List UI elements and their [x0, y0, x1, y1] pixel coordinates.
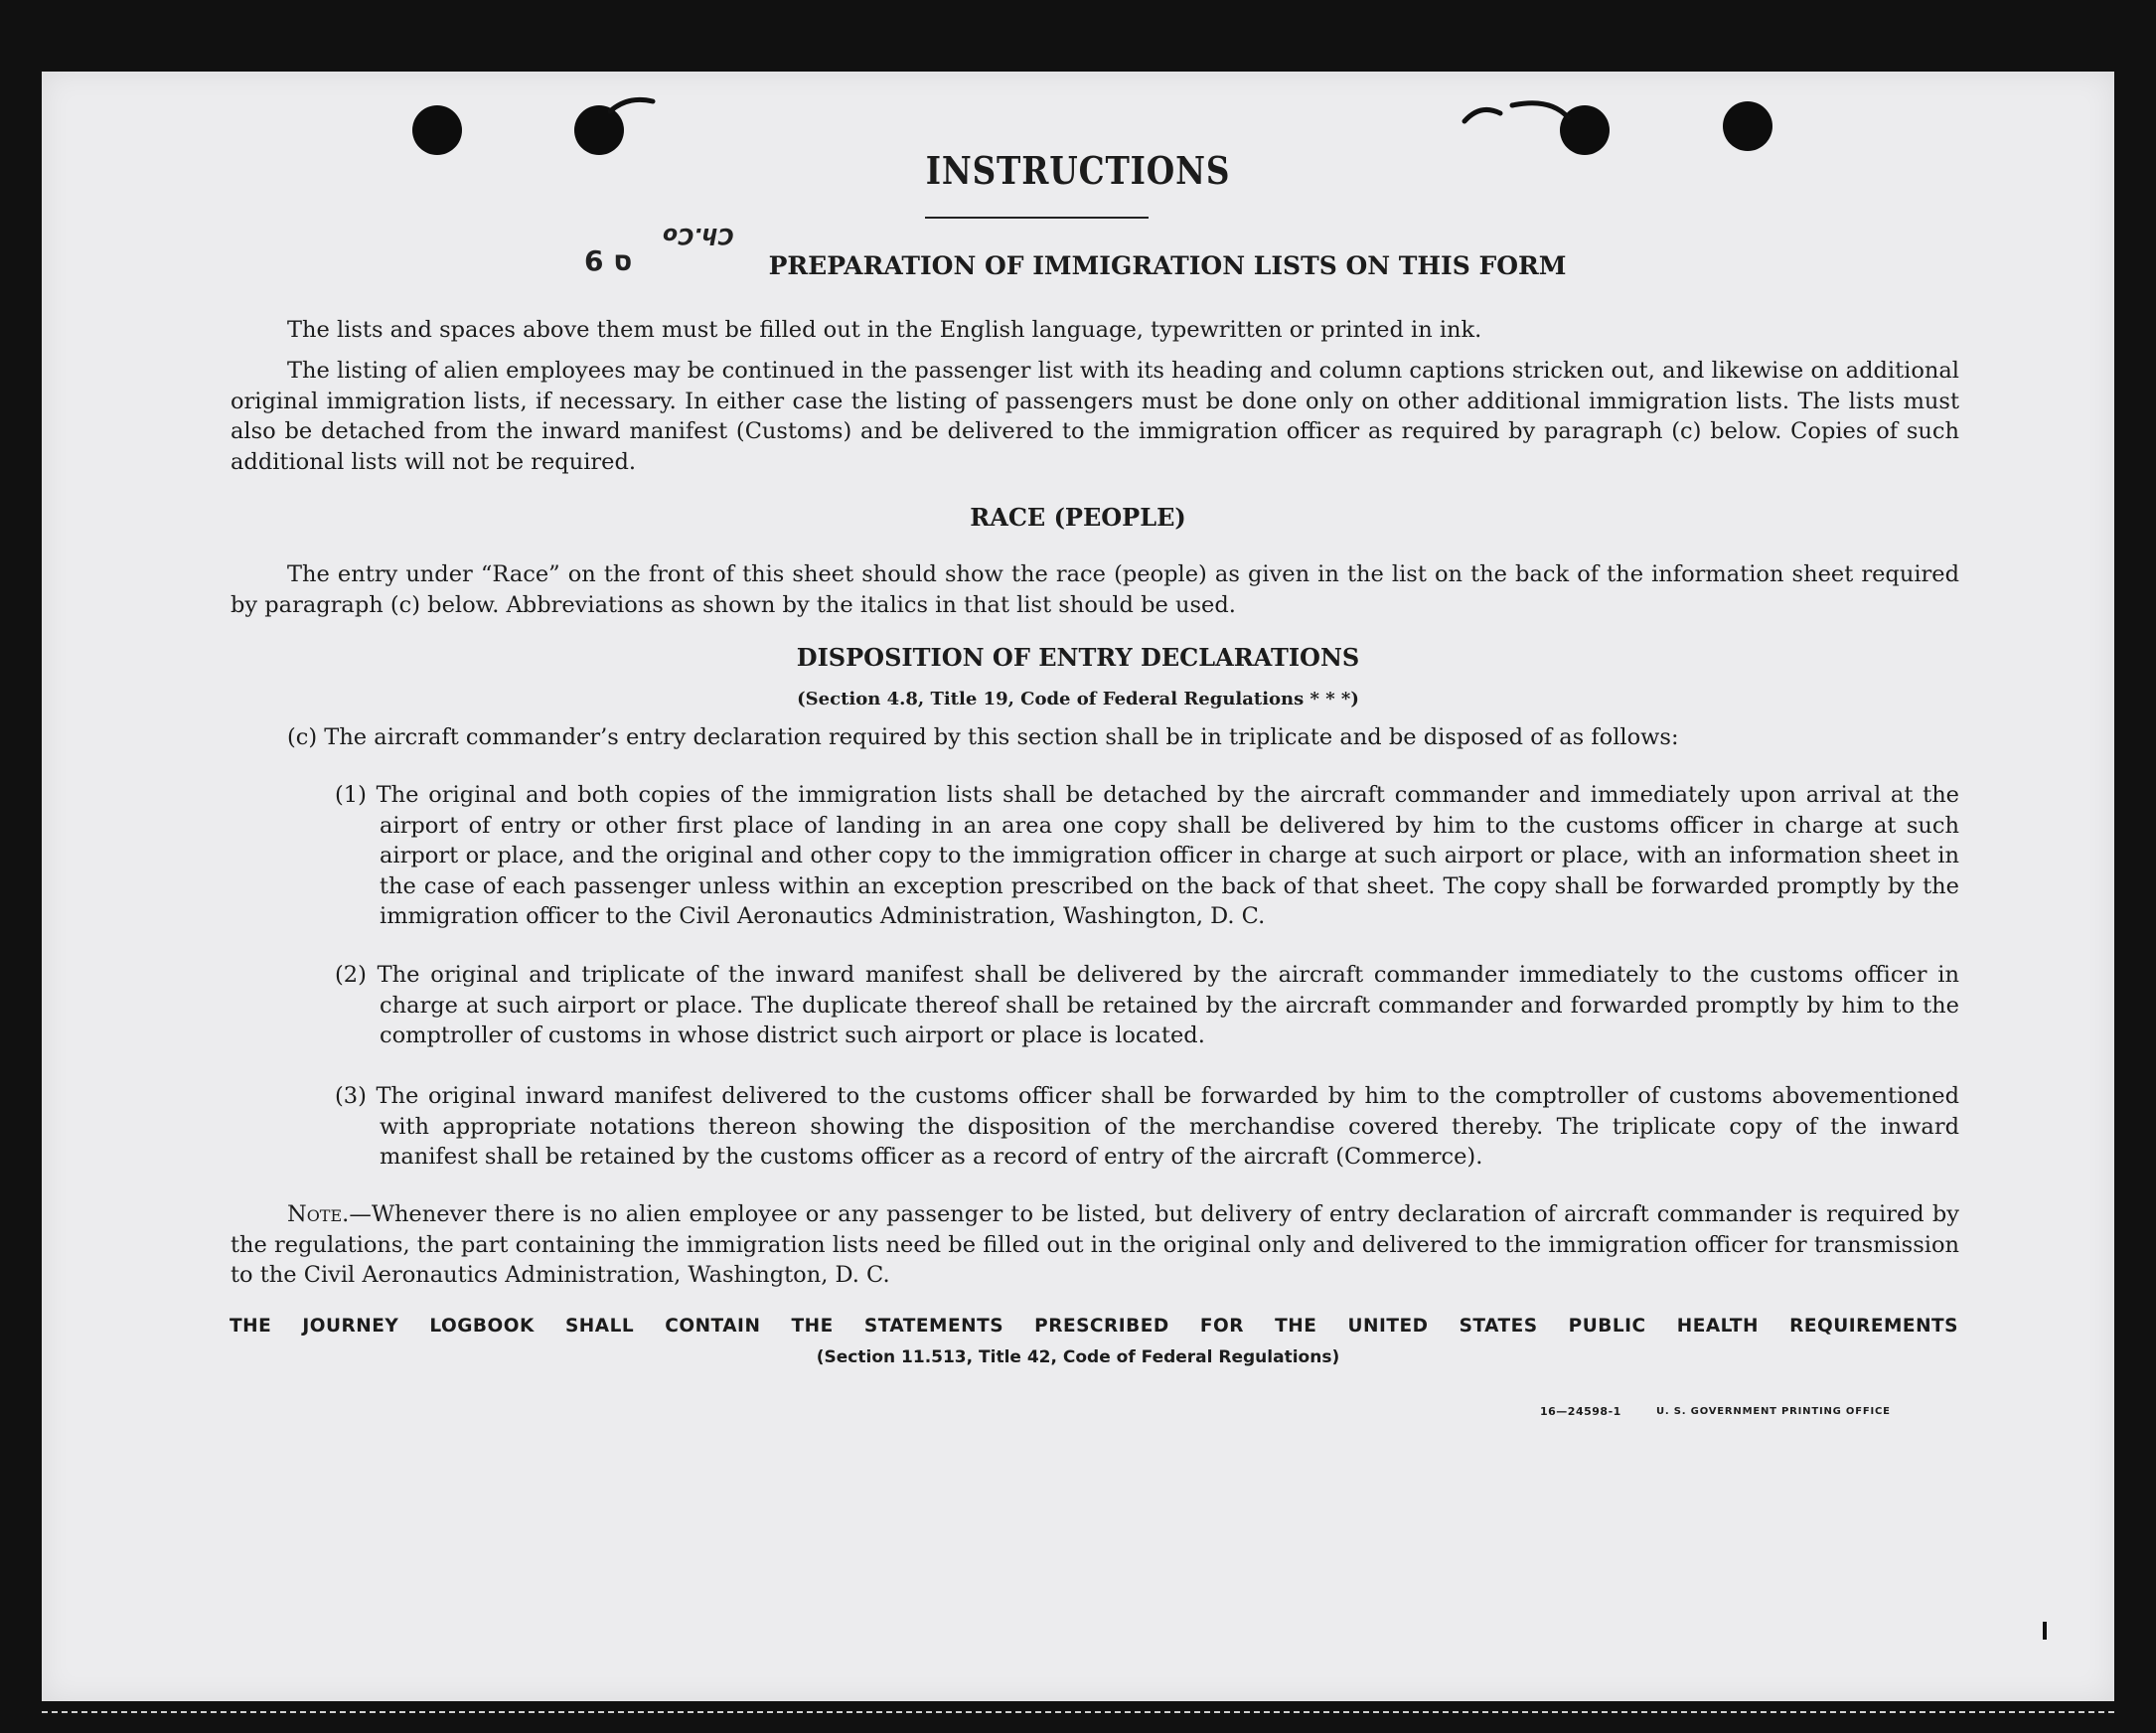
logbook-statement: THE JOURNEY LOGBOOK SHALL CONTAIN THE STATEMENTS PRESCRIBED FOR THE UNITED STATES PUBLIC HEALTH REQUIREMENTS — [230, 1316, 1958, 1337]
handwritten-margin-mark: 6 ס — [584, 244, 633, 277]
printer-credit: U. S. GOVERNMENT PRINTING OFFICE — [1656, 1406, 1891, 1417]
race-paragraph: The entry under “Race” on the front of this sheet should show the race (people) as given in the list on the back of the information sheet required by paragraph (c) below. Abbreviations as shown by the italics in that list should be used. — [231, 561, 1959, 618]
disposition-item-1: (1) The original and both copies of the immigration lists shall be detached by the aircraft commander and immediately upon arrival at the airport of entry or other first place of landing in an area one copy shall be delivered by him to the customs officer in charge at such airport or place, and the original and other copy to the immigration officer in charge at such airport or place, with an information sheet in the case of each passenger unless within an exception prescribed on the back of that sheet. The copy shall be forwarded promptly by the immigration officer to the Civil Aeronautics Administration, Washington, D. C. — [335, 782, 1959, 929]
disposition-intro: (c) The aircraft commander’s entry declaration required by this section shall be in triplicate and be disposed of as follows: — [287, 724, 1679, 750]
disposition-note — [231, 1199, 1959, 1291]
disposition-item-3: (3) The original inward manifest delivered to the customs officer shall be forwarded by him to the comptroller of customs abovementioned with appropriate notations thereon showing the disposition of the merchandise covered thereby. The triplicate copy of the inward manifest shall be retained by the customs officer as a record of entry of the aircraft (Commerce). — [335, 1083, 1959, 1170]
disposition-heading: DISPOSITION OF ENTRY DECLARATIONS — [796, 643, 1360, 672]
note-text: —Whenever there is no alien employee or any passenger to be listed, but delivery of entry declaration of aircraft commander is required by the regulations, the part containing the immigration lists need be filled out in the original only and delivered to the immigration officer for transmission to the Civil Aeronautics Administration, Washington, D. C. — [231, 1201, 1959, 1288]
punch-hole-4 — [1723, 101, 1772, 151]
preparation-paragraph-1: The lists and spaces above them must be filled out in the English language, typewritten or printed in ink. — [287, 317, 1482, 343]
pen-stroke-right — [1461, 99, 1580, 129]
handwritten-annotation: Ch.Co — [663, 223, 734, 247]
disposition-item-2: (2) The original and triplicate of the inward manifest shall be delivered by the aircraft commander immediately to the customs officer in charge at such airport or place. The duplicate thereof shall be retained by the aircraft commander and forwarded promptly by him to the comptroller of customs in whose district such airport or place is located. — [335, 962, 1959, 1048]
form-number: 16—24598-1 — [1540, 1405, 1621, 1418]
perforation-edge — [42, 1711, 2114, 1713]
disposition-citation: (Section 4.8, Title 19, Code of Federal Regulations * * *) — [797, 689, 1359, 709]
pen-stroke-left — [608, 93, 658, 115]
document-page — [42, 72, 2114, 1701]
title-underline — [925, 217, 1149, 219]
page-title: INSTRUCTIONS — [925, 148, 1231, 193]
stray-mark — [2043, 1622, 2047, 1640]
logbook-citation: (Section 11.513, Title 42, Code of Federal Regulations) — [816, 1347, 1340, 1367]
preparation-paragraph-2: The listing of alien employees may be continued in the passenger list with its heading and column captions stricken out, and likewise on additional original immigration lists, if necessary. In either case the listing of passengers must be done only on other additional immigration lists. The lists must also be detached from the inward manifest (Customs) and be delivered to the immigration officer as required by paragraph (c) below. Copies of such additional lists will not be required. — [231, 358, 1959, 475]
race-heading: RACE (PEOPLE) — [970, 503, 1186, 532]
preparation-heading: PREPARATION OF IMMIGRATION LISTS ON THIS FORM — [768, 251, 1567, 280]
note-label: Note. — [287, 1201, 350, 1227]
